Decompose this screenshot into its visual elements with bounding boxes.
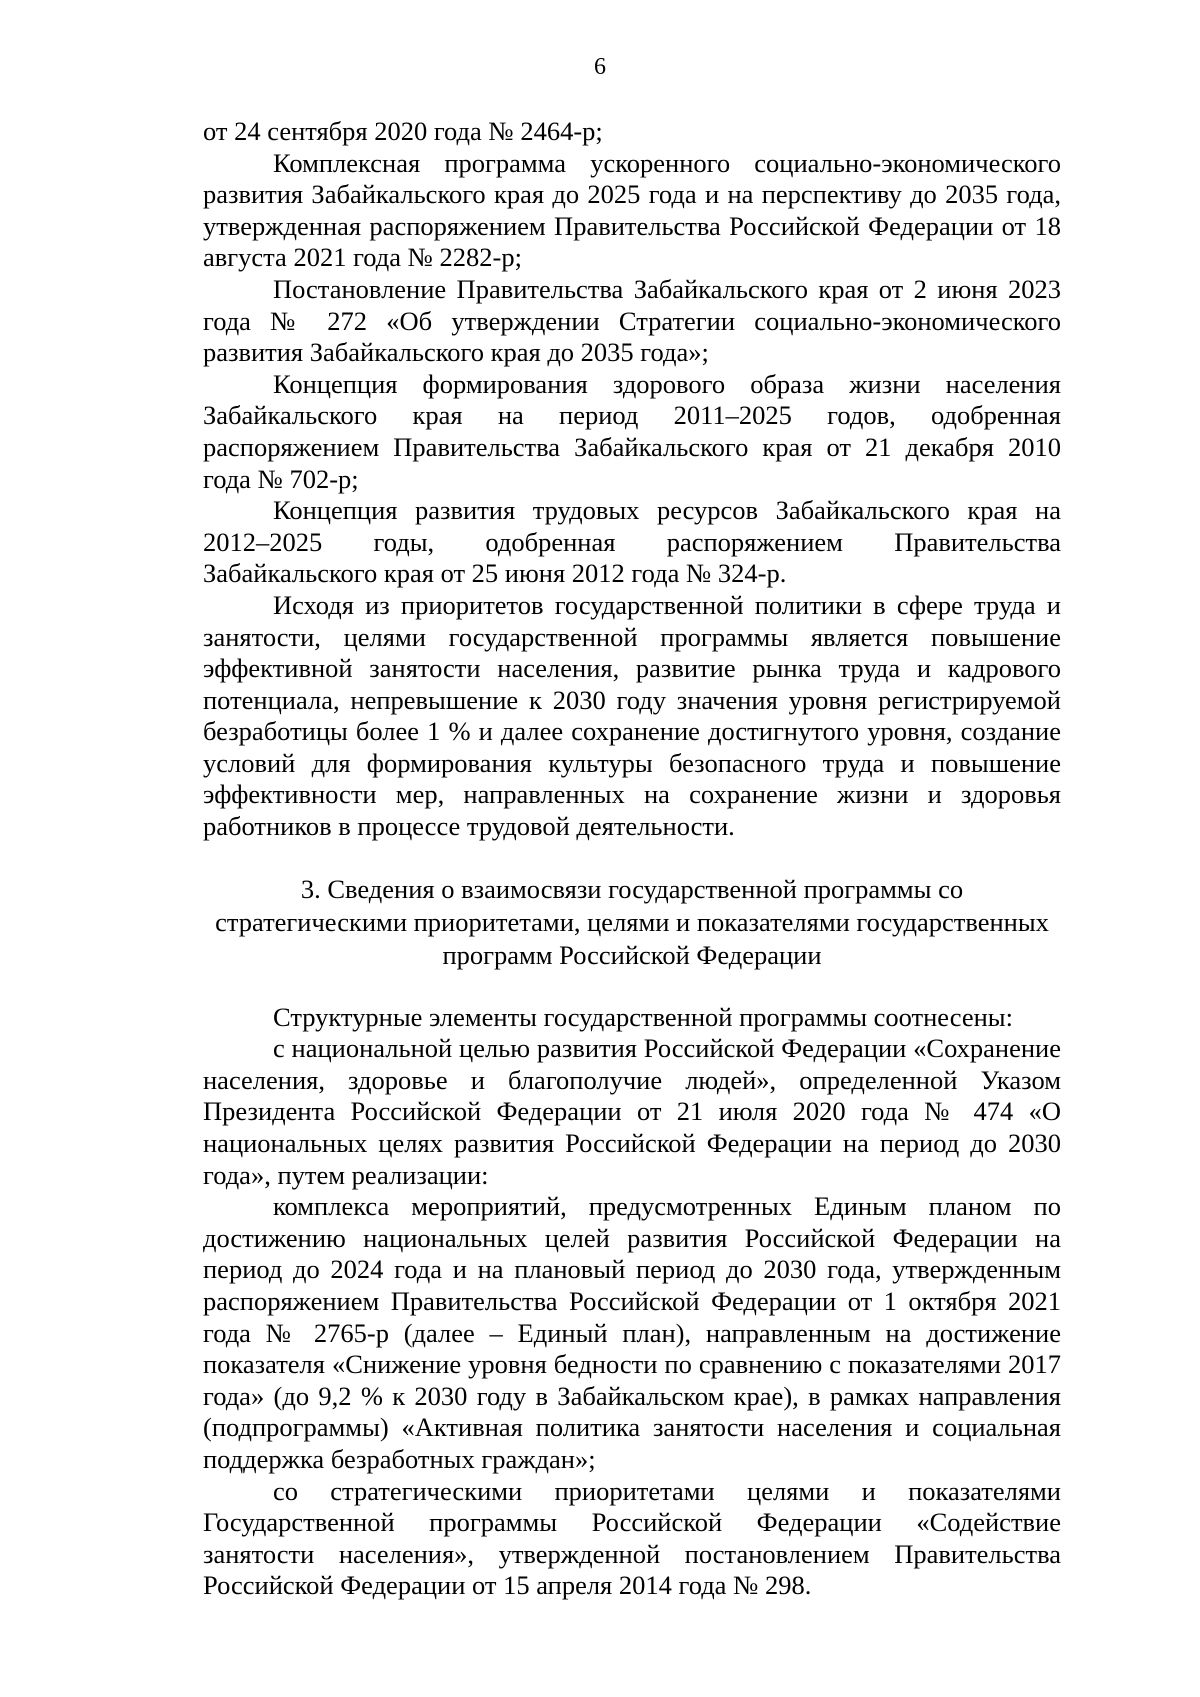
section-heading-line: стратегическими приоритетами, целями и показателями государственных <box>215 906 1049 937</box>
document-body <box>203 116 1061 1602</box>
paragraph-national-goal: с национальной целью развития Российской Федерации «Сохранение населения, здоровье и благополучие людей», определенной Указом Президента Российской Федерации от 21 июля 2020 года № 474 «О национальных целях развития Российской Федерации на период до 2030 года», путем реализации: <box>203 1033 1061 1190</box>
paragraph-strategic-priorities: со стратегическими приоритетами целями и показателями Государственной программы Российской Федерации «Содействие занятости населения», утвержденной постановлением Правительства Российской Федерации от 15 апреля 2014 года № 298. <box>203 1475 1061 1601</box>
section-heading-line: 3. Сведения о взаимосвязи государственной программы со <box>300 873 964 904</box>
paragraph-structural-elements: Структурные элементы государственной программы соотнесены: <box>273 1001 1013 1032</box>
paragraph-complex-program: Комплексная программа ускоренного социально-экономического развития Забайкальского края до 2025 года и на перспективу до 2035 года, утвержденная распоряжением Правительства Российской Федерации от 18 августа 2021 года № 2282-р; <box>203 147 1061 273</box>
paragraph-program-goals: Исходя из приоритетов государственной политики в сфере труда и занятости, целями государственной программы является повышение эффективной занятости населения, развитие рынка труда и кадрового потенциала, непревышение к 2030 году значения уровня регистрируемой безработицы более 1 % и далее сохранение достигнутого уровня, создание условий для формирования культуры безопасного труда и повышение эффективности мер, направленных на сохранение жизни и здоровья работников в процессе трудовой деятельности. <box>203 589 1061 842</box>
section-heading <box>203 873 1061 972</box>
paragraph-healthy-lifestyle-concept: Концепция формирования здорового образа жизни населения Забайкальского края на период 2011–2025 годов, одобренная распоряжением Правительства Забайкальского края от 21 декабря 2010 года № 702-р; <box>203 368 1061 494</box>
paragraph-unified-plan: комплекса мероприятий, предусмотренных Единым планом по достижению национальных целей развития Российской Федерации на период до 2024 года и на плановый период до 2030 года, утвержденным распоряжением Правительства Российской Федерации от 1 октября 2021 года № 2765-р (далее – Единый план), направленным на достижение показателя «Снижение уровня бедности по сравнению с показателями 2017 года» (до 9,2 % к 2030 году в Забайкальском крае), в рамках направления (подпрограммы) «Активная политика занятости населения и социальная поддержка безработных граждан»; <box>203 1191 1061 1474</box>
paragraph-government-decree: Постановление Правительства Забайкальского края от 2 июня 2023 года № 272 «Об утверждении Стратегии социально-экономического развития Забайкальского края до 2035 года»; <box>203 273 1061 368</box>
section-heading-line: программ Российской Федерации <box>442 939 822 970</box>
paragraph-labor-resources-concept: Концепция развития трудовых ресурсов Забайкальского края на 2012–2025 годы, одобренная распоряжением Правительства Забайкальского края от 25 июня 2012 года № 324-р. <box>203 495 1061 589</box>
page-number: 6 <box>594 54 606 80</box>
paragraph-continuation: от 24 сентября 2020 года № 2464-р; <box>203 116 603 146</box>
